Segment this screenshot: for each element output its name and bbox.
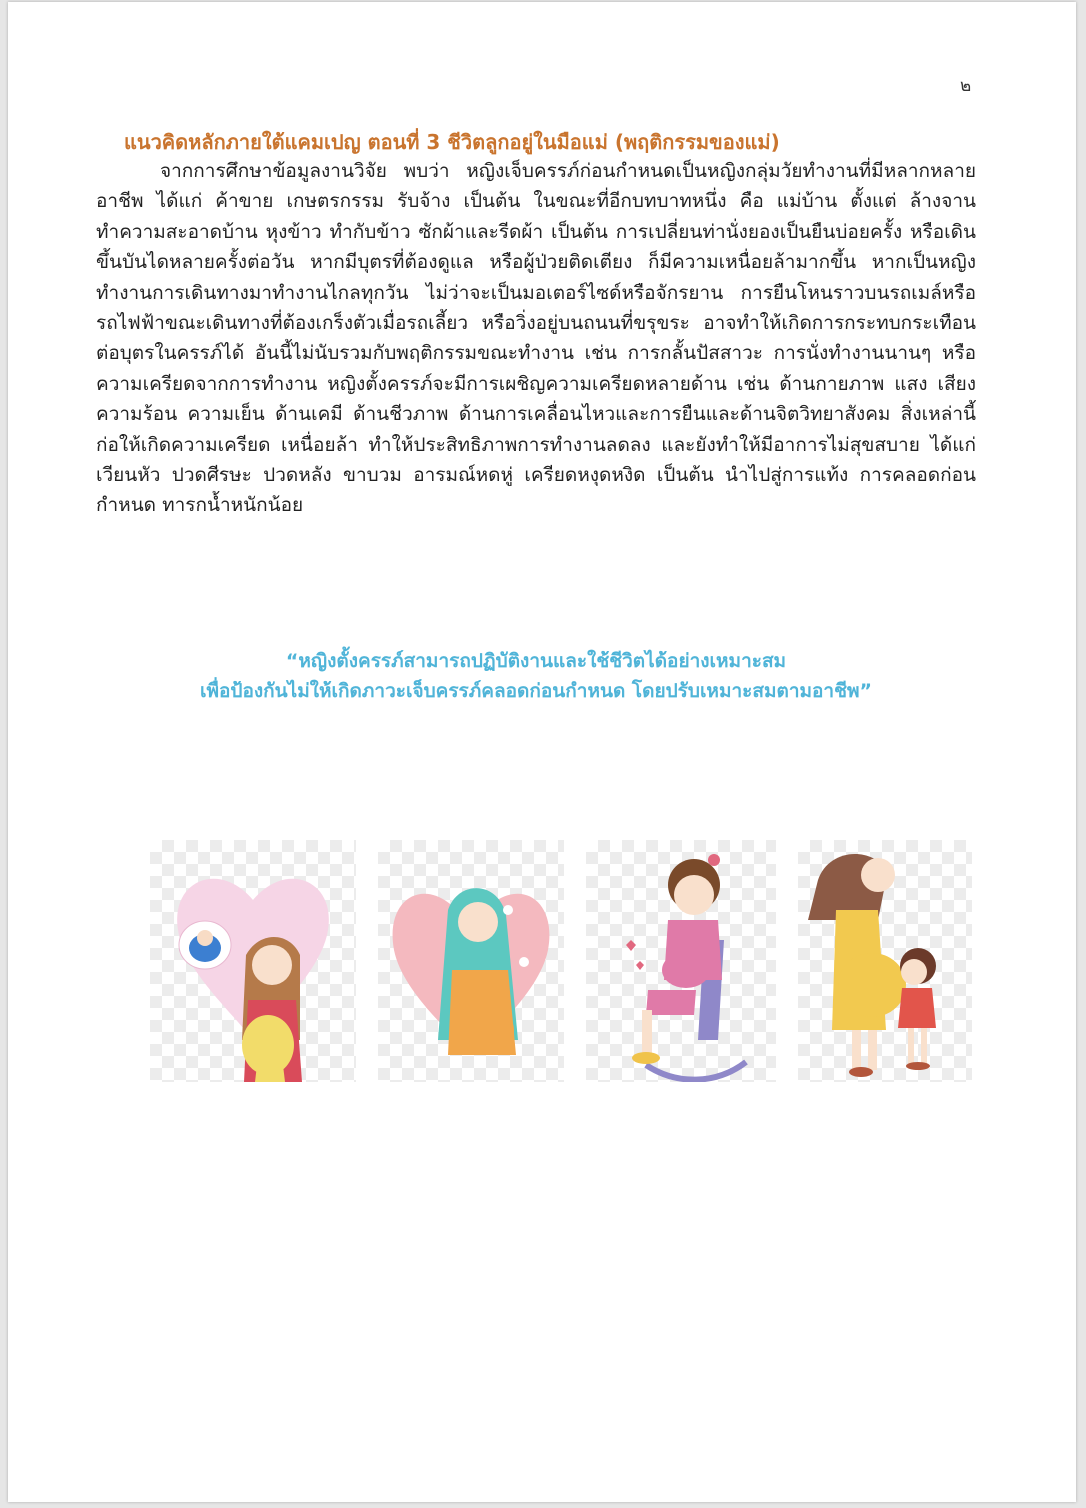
body-paragraph: จากการศึกษาข้อมูลงานวิจัย พบว่า หญิงเจ็บครรภ์ก่อนกำหนดเป็นหญิงกลุ่มวัยทำงานที่มีหลากหลายอาชีพ ได้แก่ ค้าขาย เกษตรกรรม รับจ้าง เป็นต้น ในขณะที่อีกบทบาทหนึ่ง คือ แม่บ้าน ตั้งแต่ ล้างจาน ทำความสะอาดบ้าน หุงข้าว ทำกับข้าว ซักผ้าและรีดผ้า เป็นต้น การเปลี่ยนท่านั่งยองเป็นยืนบ่อยครั้ง หรือเดินขึ้นบันไดหลายครั้งต่อวัน หากมีบุตรที่ต้องดูแล หรือผู้ป่วยติดเตียง ก็มีความเหนื่อยล้ามากขึ้น หากเป็นหญิงทำงานการเดินทางมาทำงานไกลทุกวัน ไม่ว่าจะเป็นมอเตอร์ไซด์หรือจักรยาน การยืนโหนราวบนรถเมล์หรือรถไฟฟ้าขณะเดินทางที่ต้องเกร็งตัวเมื่อรถเลี้ยว หรือวิ่งอยู่บนถนนที่ขรุขระ อาจทำให้เกิดการกระทบกระเทือนต่อบุตรในครรภ์ได้ อันนี้ไม่นับรวมกับพฤติกรรมขณะทำงาน เช่น การกลั้นปัสสาวะ การนั่งทำงานนานๆ หรือ ความเครียดจากการทำงาน หญิงตั้งครรภ์จะมีการเผชิญความเครียดหลายด้าน เช่น ด้านกายภาพ แสง เสียง ความร้อน ความเย็น ด้านเคมี ด้านชีวภาพ ด้านการเคลื่อนไหวและการยืนและด้านจิตวิทยาสังคม สิ่งเหล่านี้ก่อให้เกิดความเครียด เหนื่อยล้า ทำให้ประสิทธิภาพการทำงานลดลง และยังทำให้มีอาการไม่สุขสบาย ได้แก่ เวียนหัว ปวดศีรษะ ปวดหลัง ขาบวม อารมณ์หดหู่ เครียดหงุดหงิด เป็นต้น นำไปสู่การแท้ง การคลอดก่อนกำหนด ทารกน้ำหนักน้อย bbox=[96, 160, 976, 517]
pregnant-mother-with-daughter-illustration bbox=[798, 840, 972, 1082]
illustration-3-graphic bbox=[586, 840, 776, 1082]
document-page bbox=[8, 2, 1076, 1502]
illustration-2-graphic bbox=[378, 840, 564, 1082]
highlight-quote bbox=[96, 646, 976, 706]
section-heading: แนวคิดหลักภายใต้แคมเปญ ตอนที่ 3 ชีวิตลูกอยู่ในมือแม่ (พฤติกรรมของแม่) bbox=[124, 130, 780, 154]
pregnant-woman-rocking-chair-illustration bbox=[586, 840, 776, 1082]
quote-line-2: เพื่อป้องกันไม่ให้เกิดภาวะเจ็บครรภ์คลอดก่อนกำหนด โดยปรับเหมาะสมตามอาชีพ” bbox=[200, 680, 872, 702]
page-number: ๒ bbox=[960, 76, 972, 96]
illustration-4-graphic bbox=[798, 840, 972, 1082]
quote-line-1: “หญิงตั้งครรภ์สามารถปฏิบัติงานและใช้ชีวิตได้อย่างเหมาะสม bbox=[285, 650, 787, 672]
illustration-1-graphic bbox=[150, 840, 356, 1082]
pregnant-woman-dreaming-baby-illustration bbox=[150, 840, 356, 1082]
pregnant-woman-heart-illustration bbox=[378, 840, 564, 1082]
illustration-strip bbox=[150, 840, 970, 1084]
